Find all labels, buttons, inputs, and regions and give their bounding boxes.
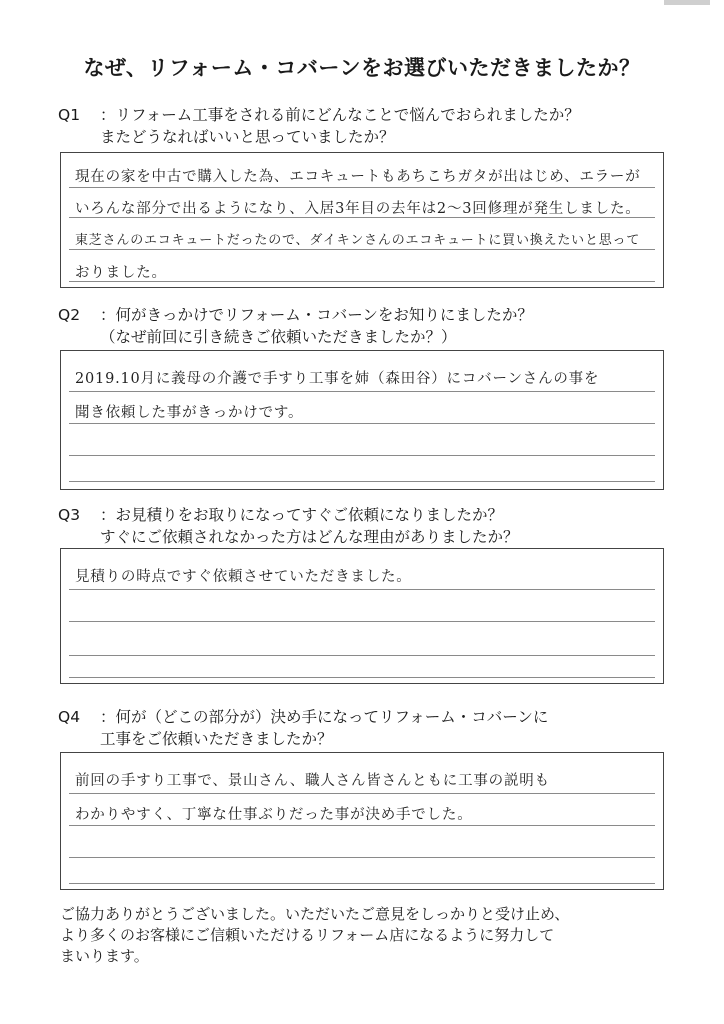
question-number: Q4 — [58, 708, 81, 726]
answer-line: 東芝さんのエコキュートだったので、ダイキンさんのエコキュートに買い換えたいと思って — [75, 233, 641, 248]
question-text-line2: またどうなればいいと思っていましたか？ — [100, 128, 395, 146]
question-4 — [58, 706, 548, 750]
answer-line: わかりやすく、丁寧な仕事ぶりだった事が決め手でした。 — [75, 807, 473, 823]
answer-box-3 — [60, 548, 664, 684]
scan-corner-mark — [664, 0, 710, 5]
answer-box-1 — [60, 152, 664, 288]
question-3 — [58, 504, 519, 548]
answer-line: 聞き依頼した事がきっかけです。 — [75, 405, 304, 421]
answer-line: おりました。 — [75, 265, 167, 281]
question-text: ：リフォーム工事をされる前にどんなことで悩んでおられましたか？ — [100, 106, 580, 124]
closing-message — [60, 904, 569, 967]
question-number: Q2 — [58, 306, 81, 324]
question-2 — [58, 304, 533, 348]
closing-line: より多くのお客様にご信頼いただけるリフォーム店になるように努力して — [60, 926, 555, 944]
question-text-line2: （なぜ前回に引き続きご依頼いただきましたか？） — [100, 328, 457, 346]
answer-box-2 — [60, 350, 664, 490]
question-text: ：何が（どこの部分が）決め手になってリフォーム・コバーンに — [100, 708, 549, 726]
answer-line: 現在の家を中古で購入した為、エコキュートもあちこちガタが出はじめ、エラーが — [75, 169, 641, 185]
question-text-line2: 工事をご依頼いただきましたか？ — [100, 730, 333, 748]
question-text: ：何がきっかけでリフォーム・コバーンをお知りにましたか？ — [100, 306, 533, 324]
question-text-line2: すぐにご依頼されなかった方はどんな理由がありましたか？ — [100, 528, 519, 546]
answer-line: いろんな部分で出るようになり、入居3年目の去年は2～3回修理が発生しました。 — [75, 201, 641, 217]
question-number: Q1 — [58, 106, 81, 124]
closing-line: まいります。 — [60, 947, 149, 965]
answer-line: 2019.10月に義母の介護で手すり工事を姉（森田谷）にコバーンさんの事を — [75, 371, 600, 387]
page-title: なぜ、リフォーム・コバーンをお選びいただきましたか？ — [83, 56, 641, 80]
answer-line: 見積りの時点ですぐ依頼させていただきました。 — [75, 569, 412, 585]
answer-line: 前回の手すり工事で、景山さん、職人さん皆さんともに工事の説明も — [75, 773, 550, 789]
question-1 — [58, 104, 580, 148]
question-number: Q3 — [58, 506, 81, 524]
closing-line: ご協力ありがとうございました。いただいたご意見をしっかりと受け止め、 — [60, 905, 570, 923]
answer-box-4 — [60, 752, 664, 890]
question-text: ：お見積りをお取りになってすぐご依頼になりましたか？ — [100, 506, 504, 524]
